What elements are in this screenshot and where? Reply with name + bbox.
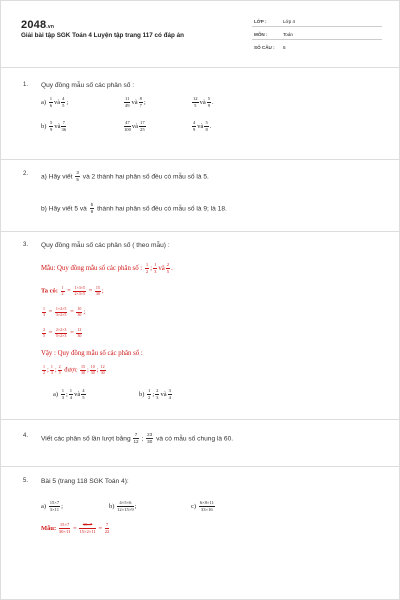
fraction: $\frac{1}{2}$: [61, 285, 64, 296]
q5-number: 5.: [23, 478, 29, 484]
q3-row-1: Ta có: $\frac{1}{2}$ = $\frac{1\times 3\times 5}{2\times 3\times 5}$ = $\frac{15}{30}$ ;: [41, 285, 104, 296]
q1-pair: $\frac{11}{49}$ và $\frac{8}{7}$ ;: [124, 96, 146, 108]
q5-part-b: b) $\frac{4\times 5\times 6}{12\times 15\times 9}$ ;: [109, 500, 137, 512]
q3-number: 3.: [23, 242, 29, 248]
fraction: $\frac{1}{2}$: [43, 364, 45, 375]
fraction: $\frac{8}{7}$: [139, 96, 142, 108]
fraction: $\frac{11}{49}$: [124, 96, 130, 108]
fraction: $\frac{4}{9}$: [193, 120, 196, 132]
q5-part-c: c) $\frac{6\times 8\times 11}{33\times 16}$: [191, 500, 214, 512]
fraction: $\frac{1}{2}$: [145, 262, 149, 274]
q1-pair: $\frac{4}{9}$ và $\frac{5}{8}$ .: [193, 120, 212, 132]
fraction: $\frac{15\times 7}{30\times 11}$: [58, 522, 71, 534]
q2-divider: [1, 231, 399, 232]
q1-pair: b) $\frac{5}{9}$ và $\frac{7}{36}$: [41, 120, 67, 132]
fraction: $\frac{1}{2}$: [148, 388, 151, 400]
q4-number: 4.: [23, 433, 29, 439]
fraction: $\frac{5}{9}$: [50, 120, 53, 132]
fraction: $\frac{15}{30}$: [95, 285, 100, 296]
fraction: $\frac{5}{9}$: [207, 96, 211, 108]
fraction: $\frac{4\times 5\times 6}{12\times 15\times 9}$: [117, 500, 134, 512]
fraction: $\frac{10}{30}$: [77, 306, 82, 317]
fraction: $\frac{2}{3}$: [156, 388, 159, 400]
site-logo[interactable]: 2048.vn: [21, 19, 55, 31]
fraction: $\frac{4}{5}$: [62, 96, 65, 108]
fraction: $\frac{15}{30}$: [80, 364, 85, 375]
q2-number: 2.: [23, 171, 29, 177]
q1-pair: $\frac{12}{5}$ và $\frac{5}{9}$ .: [193, 96, 214, 108]
q1-pair: a) $\frac{1}{6}$ và $\frac{4}{5}$ ;: [41, 96, 69, 108]
q4-text: Viết các phân số lần lượt bằng $\frac{7}{12}$ ; $\frac{23}{30}$ và có mẫu số chung là 60.: [41, 432, 234, 444]
q1-number: 1.: [23, 82, 29, 88]
fraction: $\frac{1\times 3\times 5}{2\times 3\times 5}$: [74, 285, 85, 296]
fraction: $\frac{7}{12}$: [133, 432, 139, 444]
fraction: $\frac{4}{5}$: [82, 388, 85, 400]
q3-exercise-a: a) $\frac{1}{3}$ ; $\frac{1}{4}$ và $\frac{4}{5}$: [53, 388, 85, 400]
fraction: $\frac{7}{22}$: [104, 522, 110, 534]
q3-divider: [1, 419, 399, 420]
fraction: $\frac{3}{4}$: [168, 388, 171, 400]
fraction: $\frac{1}{4}$: [69, 388, 73, 400]
page-title: Giải bài tập SGK Toán 4 Luyện tập trang 117 có đáp án: [21, 32, 184, 39]
fraction: $\frac{15\times 7}{3\times 11}$: [49, 500, 60, 512]
fraction: $\frac{12}{30}$: [100, 364, 105, 375]
meta-class: LỚP : Lớp 4: [254, 19, 295, 24]
fraction: $\frac{5}{8}$: [205, 120, 208, 132]
q1-text: Quy đồng mẫu số các phân số :: [41, 82, 135, 89]
q5-part-a: a) $\frac{15\times 7}{3\times 11}$ ;: [41, 500, 63, 512]
fraction: $\frac{1}{3}$: [154, 262, 157, 274]
page-header: [1, 1, 399, 67]
fraction: $\frac{23}{30}$: [147, 432, 153, 444]
q3-result: $\frac{1}{2}$ ; $\frac{1}{3}$ ; $\frac{2}{5}$ được $\frac{15}{30}$ ; $\frac{10}{30}$ ; $\frac{12}{30}$: [43, 364, 105, 375]
meta-question-count: SỐ CÂU : 5: [254, 45, 286, 50]
fraction: $\frac{10}{30}$: [90, 364, 95, 375]
fraction: $\frac{7}{36}$: [61, 120, 67, 132]
fraction: $\frac{2\times 2\times 3}{5\times 2\times 3}$: [55, 327, 67, 338]
q2-part-a: a) Hãy viết $\frac{3}{5}$ và 2 thành hai phân số đều có mẫu số là 5.: [41, 170, 209, 182]
fraction: $\frac{5}{9}$: [90, 202, 94, 214]
q5-example: Mẫu: $\frac{15\times 7}{30\times 11}$ = $\frac{15\times 7}{15\times 2\times 11}$ = $\frac{7}{22}$: [41, 522, 110, 534]
fraction: $\frac{15\times 7}{15\times 2\times 11}$: [79, 522, 96, 534]
q1-pair: $\frac{47}{100}$ và $\frac{17}{25}$: [124, 120, 145, 132]
fraction: $\frac{12}{5}$: [193, 96, 198, 108]
header-divider: [1, 67, 399, 68]
fraction: $\frac{1}{3}$: [50, 364, 53, 375]
fraction: $\frac{2}{5}$: [58, 364, 61, 375]
fraction: $\frac{1}{6}$: [49, 96, 52, 108]
fraction: $\frac{1}{3}$: [61, 388, 64, 400]
fraction: $\frac{1}{3}$: [43, 306, 45, 317]
fraction: $\frac{12}{30}$: [77, 327, 82, 338]
q2-part-b: b) Hãy viết 5 và $\frac{5}{9}$ thành hai phân số đều có mẫu số là 9; là 18.: [41, 202, 227, 214]
fraction: $\frac{1\times 2\times 5}{3\times 2\times 5}$: [55, 306, 67, 317]
fraction: $\frac{2}{5}$: [166, 262, 170, 274]
q4-divider: [1, 466, 399, 467]
q3-text: Quy đồng mẫu số các phân số ( theo mẫu) :: [41, 242, 170, 249]
q1-divider: [1, 159, 399, 160]
q3-row2: $\frac{1}{3}$ = $\frac{1\times 2\times 5}{3\times 2\times 5}$ = $\frac{10}{30}$ ;: [43, 306, 86, 317]
q3-exercise-b: b) $\frac{1}{2}$ ; $\frac{2}{3}$ và $\frac{3}{4}$: [139, 388, 171, 400]
q3-conclusion: Vậy : Quy đồng mẫu số các phân số :: [41, 350, 143, 357]
fraction: $\frac{6\times 8\times 11}{33\times 16}$: [199, 500, 214, 512]
meta-subject: MÔN : Toán: [254, 32, 293, 37]
q5-text: Bài 5 (trang 118 SGK Toán 4):: [41, 478, 129, 485]
fraction: $\frac{2}{5}$: [43, 327, 45, 338]
q3-row3: $\frac{2}{5}$ = $\frac{2\times 2\times 3}{5\times 2\times 3}$ = $\frac{12}{30}$: [43, 327, 82, 338]
fraction: $\frac{17}{25}$: [140, 120, 145, 132]
fraction: $\frac{3}{5}$: [76, 170, 79, 182]
q3-sample-label: Mẫu: Quy đồng mẫu số các phân số : $\frac{1}{2}$ ; $\frac{1}{3}$ và $\frac{2}{5}$ .: [41, 262, 173, 274]
fraction: $\frac{47}{100}$: [124, 120, 131, 132]
